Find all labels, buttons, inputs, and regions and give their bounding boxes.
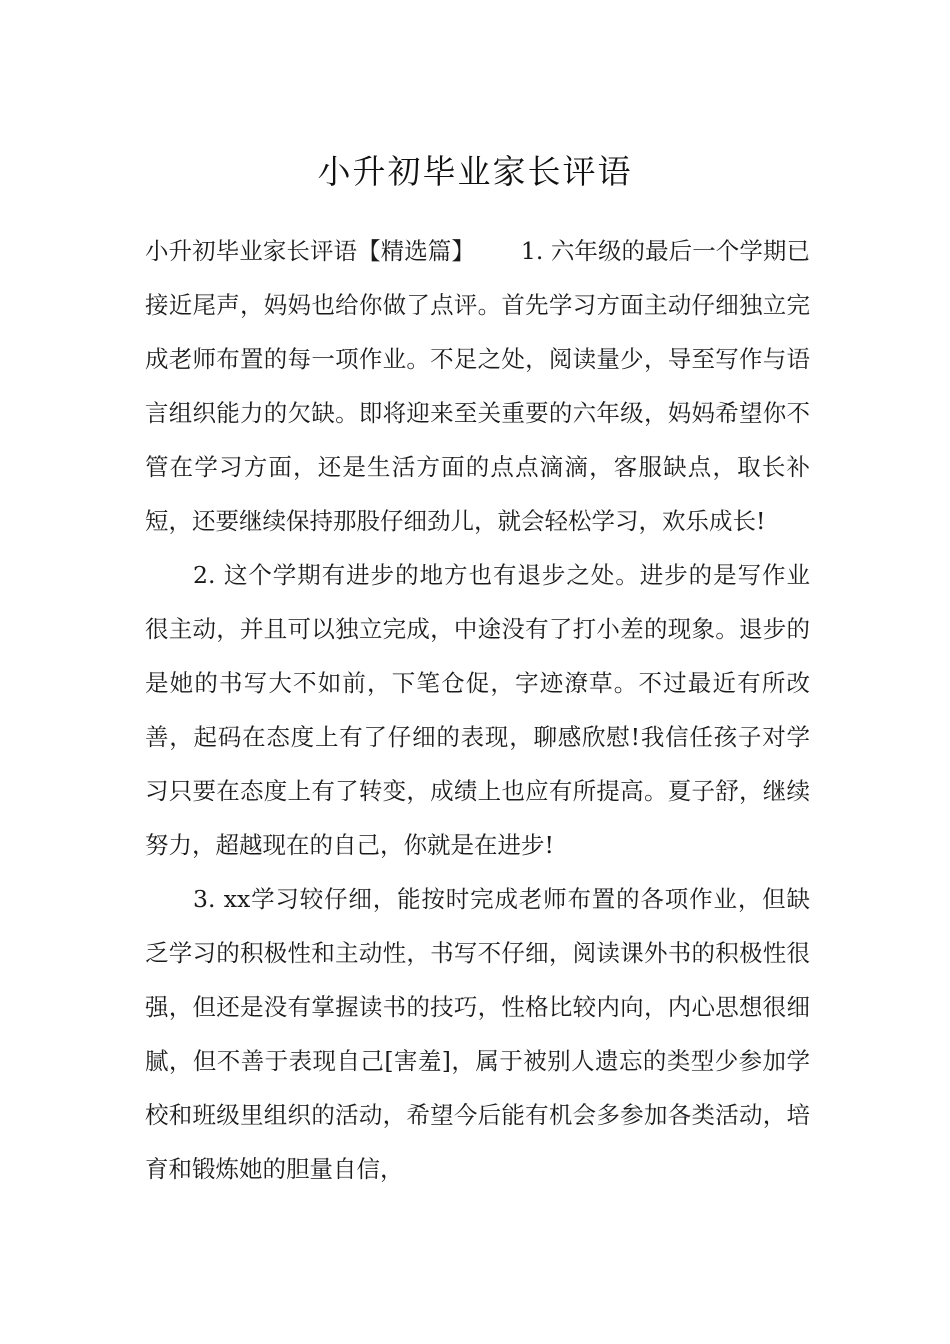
paragraph-2: 2. 这个学期有进步的地方也有退步之处。进步的是写作业很主动，并且可以独立完成，中途没有了打小差的现象。退步的是她的书写大不如前，下笔仓促，字迹潦草。不过最近有所改善，起码在态度上有了仔细的表现，聊感欣慰!我信任孩子对学习只要在态度上有了转变，成绩上也应有所提高。夏子舒，继续努力，超越现在的自己，你就是在进步! [145, 561, 810, 859]
intro-heading: 小升初毕业家长评语【精选篇】 [145, 237, 475, 265]
document-title: 小升初毕业家长评语 [317, 152, 633, 192]
paragraph-1-text: 1. 六年级的最后一个学期已接近尾声，妈妈也给你做了点评。首先学习方面主动仔细独立完成老师布置的每一项作业。不足之处，阅读量少，导至写作与语言组织能力的欠缺。即将迎来至关重要的六年级，妈妈希望你不管在学习方面，还是生活方面的点点滴滴，客服缺点，取长补短，还要继续保持那股仔细劲儿，就会轻松学习，欢乐成长! [145, 237, 810, 535]
paragraph-3: 3. xx学习较仔细，能按时完成老师布置的各项作业，但缺乏学习的积极性和主动性，书写不仔细，阅读课外书的积极性很强，但还是没有掌握读书的技巧，性格比较内向，内心思想很细腻，但不善于表现自己[害羞]，属于被别人遗忘的类型少参加学校和班级里组织的活动，希望今后能有机会多参加各类活动，培育和锻炼她的胆量自信， [145, 885, 810, 1183]
document-body [145, 224, 810, 1196]
paragraph-1 [145, 224, 810, 548]
